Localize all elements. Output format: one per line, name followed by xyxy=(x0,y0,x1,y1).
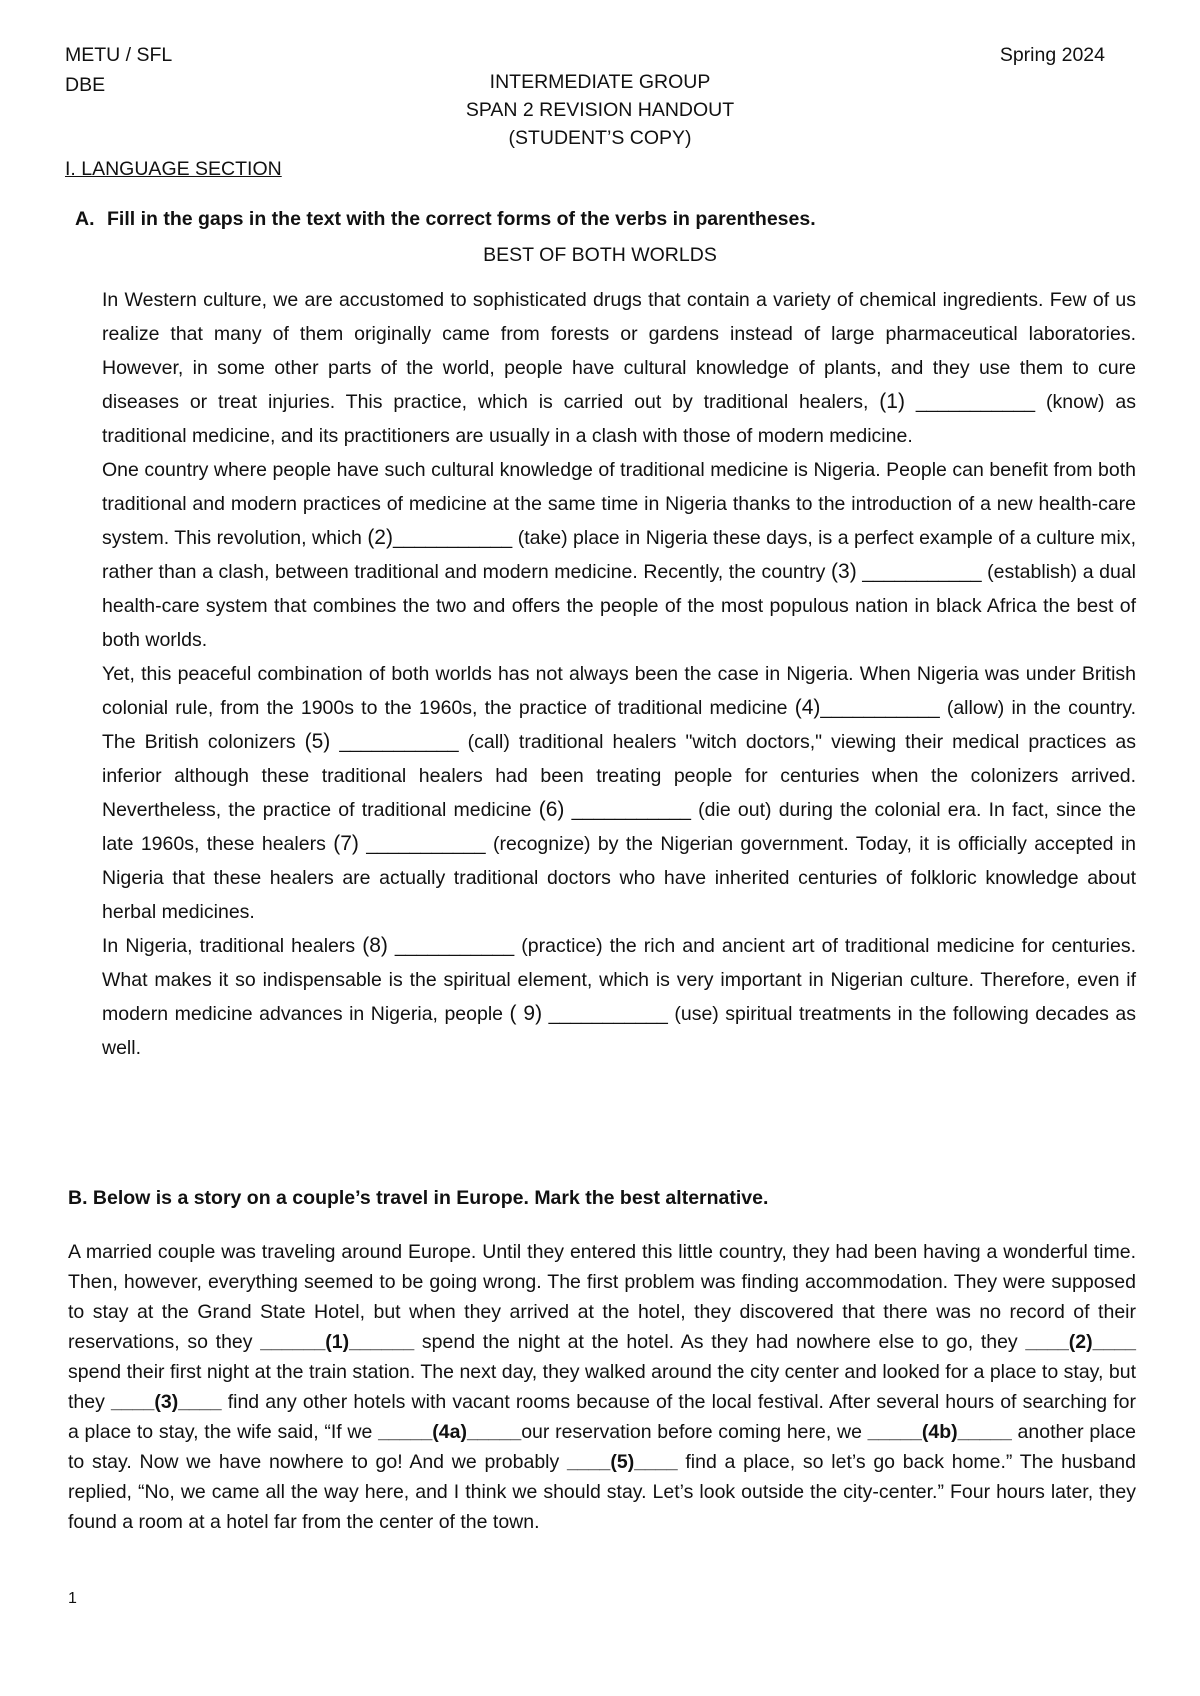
story-text: find any other hotels with vacant rooms because of the local festival. After several hours of searching for a place to stay, the wife said, “If we xyxy=(68,1391,1136,1443)
gap-number: ( 9) xyxy=(509,1002,543,1025)
paragraph-text: (allow) in the country. The British colonizers xyxy=(102,697,1136,753)
gap-number: (1) xyxy=(879,390,905,413)
paragraph-text: (recognize) by the Nigerian government. Today, it is officially accepted in Nigeria that these healers are actually traditional doctors who have inherited centuries of folkloric knowledge about herbal medicines. xyxy=(102,833,1136,923)
paragraph xyxy=(102,453,1136,657)
part-a-instruction: Fill in the gaps in the text with the correct forms of the verbs in parentheses. xyxy=(107,208,816,230)
paragraph-text: (call) traditional healers "witch doctors," viewing their medical practices as inferior although these traditional healers had been treating people for centuries when the colonizers arrived. Nevertheless, the practice of traditional medicine xyxy=(102,731,1136,821)
paragraph-text: In Nigeria, traditional healers xyxy=(102,935,363,957)
department-label: DBE xyxy=(65,74,106,96)
term-label: Spring 2024 xyxy=(999,44,1105,66)
paragraph xyxy=(102,657,1136,929)
passage-b xyxy=(68,1237,1136,1537)
story-text: our reservation before coming here, we xyxy=(521,1421,868,1443)
paragraph-text: One country where people have such cultural knowledge of traditional medicine is Nigeria. People can benefit from both traditional and modern practices of medicine at the same time in Nigeria thanks to the introduction of a new health-care system. This revolution, which xyxy=(102,459,1136,549)
option-blank[interactable]: _____(4b)_____ xyxy=(867,1421,1012,1443)
option-blank[interactable]: ____(2)____ xyxy=(1025,1331,1136,1353)
option-blank[interactable]: ______(1)______ xyxy=(260,1331,415,1353)
part-a-letter: A. xyxy=(75,208,95,230)
paragraph-text: (practice) the rich and ancient art of traditional medicine for centuries. What makes it so indispensable is the spiritual element, which is very important in Nigerian culture. Therefore, even if modern medicine advances in Nigeria, people xyxy=(102,935,1136,1025)
paragraph xyxy=(102,929,1136,1065)
gap-number: (8) xyxy=(362,934,388,957)
gap-number: (5) xyxy=(304,730,331,753)
option-blank[interactable]: ____(5)____ xyxy=(567,1451,678,1473)
gap-blank[interactable]: ___________ xyxy=(330,731,468,753)
paragraph-text: In Western culture, we are accustomed to sophisticated drugs that contain a variety of chemical ingredients. Few of us realize that many of them originally came from forests or gardens instead of large pharmaceutical laboratories. However, in some other parts of the world, people have cultural knowledge of plants, and they use them to cure diseases or treat injuries. This practice, which is carried out by traditional healers, xyxy=(102,289,1136,413)
gap-number: (4) xyxy=(794,696,821,719)
paragraph-text: Yet, this peaceful combination of both worlds has not always been the case in Nigeria. When Nigeria was under British colonial rule, from the 1900s to the 1960s, the practice of traditional medicine xyxy=(102,663,1136,719)
gap-blank[interactable]: ___________ xyxy=(542,1003,675,1025)
option-blank[interactable]: ____(3)____ xyxy=(110,1391,222,1413)
part-a-instruction-row xyxy=(75,208,816,231)
gap-blank[interactable]: ___________ xyxy=(820,697,947,719)
paragraph-text: (establish) a dual health-care system that combines the two and offers the people of the most populous nation in black Africa the best of both worlds. xyxy=(102,561,1137,651)
section-title: I. LANGUAGE SECTION xyxy=(65,158,282,180)
institution-label: METU / SFL xyxy=(65,44,173,66)
gap-blank[interactable]: ___________ xyxy=(904,391,1047,413)
handout-title: SPAN 2 REVISION HANDOUT xyxy=(465,99,735,121)
gap-number: (6) xyxy=(538,798,565,821)
passage-a xyxy=(102,283,1136,1065)
gap-number: (7) xyxy=(333,832,359,855)
paragraph-text: (know) as traditional medicine, and its practitioners are usually in a clash with those of modern medicine. xyxy=(102,391,1136,447)
paragraph-text: (die out) during the colonial era. In fact, since the late 1960s, these healers xyxy=(102,799,1136,855)
story-text: another place to stay. Now we have nowhere to go! And we probably xyxy=(68,1421,1136,1473)
gap-blank[interactable]: ___________ xyxy=(856,561,988,583)
header-center xyxy=(0,68,1200,152)
page-number: 1 xyxy=(68,1590,77,1607)
gap-blank[interactable]: ___________ xyxy=(387,935,522,957)
paragraph-text: (use) spiritual treatments in the following decades as well. xyxy=(102,1003,1136,1059)
gap-number: (2) xyxy=(367,526,393,549)
paragraph-text: (take) place in Nigeria these days, is a perfect example of a culture mix, rather than a clash, between traditional and modern medicine. Recently, the country xyxy=(102,527,1136,583)
gap-blank[interactable]: ___________ xyxy=(564,799,699,821)
gap-number: (3) xyxy=(831,560,857,583)
story-text: A married couple was traveling around Europe. Until they entered this little country, they had been having a wonderful time. Then, however, everything seemed to be going wrong. The first problem was finding accommodation. They were supposed to stay at the Grand State Hotel, but when they arrived at the hotel, they discovered that there was no record of their reservations, so they xyxy=(68,1241,1136,1353)
story-text: find a place, so let’s go back home.” The husband replied, “No, we came all the way here, and I think we should stay. Let’s look outside the city-center.” Four hours later, they found a room at a hotel far from the center of the town. xyxy=(68,1451,1136,1533)
copy-label: (STUDENT’S COPY) xyxy=(508,127,692,149)
gap-blank[interactable]: ___________ xyxy=(392,527,518,549)
passage-title: BEST OF BOTH WORLDS xyxy=(483,244,717,266)
group-label: INTERMEDIATE GROUP xyxy=(489,71,711,93)
paragraph xyxy=(102,283,1136,453)
story-text: spend their first night at the train station. The next day, they walked around the city center and looked for a place to stay, but they xyxy=(68,1361,1136,1413)
option-blank[interactable]: _____(4a)_____ xyxy=(378,1421,522,1443)
part-b-instruction: B. Below is a story on a couple’s travel in Europe. Mark the best alternative. xyxy=(68,1187,769,1209)
gap-blank[interactable]: ___________ xyxy=(358,833,493,855)
story-text: spend the night at the hotel. As they had nowhere else to go, they xyxy=(414,1331,1026,1353)
